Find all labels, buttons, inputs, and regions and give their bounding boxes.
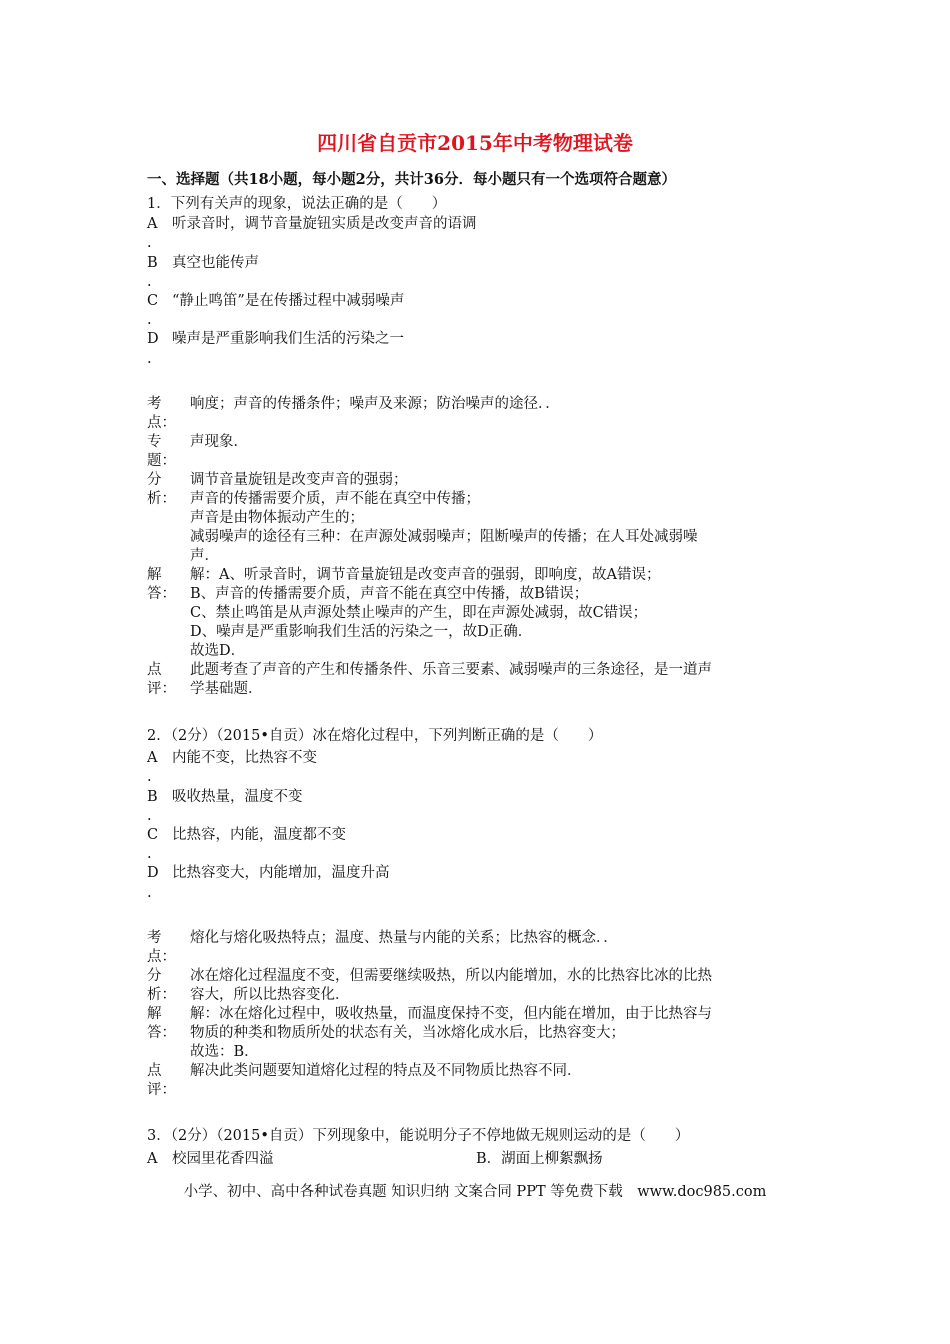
q2-jieda-line-1: 解：冰在熔化过程中，吸收热量，而温度保持不变，但内能在增加，由于比热容与: [190, 1006, 712, 1022]
q2-kaodian-label-1: 考: [147, 930, 162, 946]
q1-dianping-label-2: 评：: [147, 681, 176, 697]
q1-zhuanti-label-2: 题：: [147, 453, 176, 469]
q1-option-d-letter: D: [147, 331, 159, 347]
q2-option-b-letter: B: [147, 789, 158, 805]
q2-jieda-line-2: 物质的种类和物质所处的状态有关，当冰熔化成水后，比热容变大；: [190, 1025, 625, 1041]
q2-option-b-dot: .: [147, 808, 152, 824]
q3-option-a-letter: A: [147, 1151, 158, 1167]
q1-fenxi-line-3: 声音是由物体振动产生的；: [190, 510, 364, 526]
q1-jieda-line-2: B、声音的传播需要介质，声音不能在真空中传播，故B错误；: [190, 586, 589, 602]
q1-option-c: “静止鸣笛”是在传播过程中减弱噪声: [172, 293, 405, 309]
q2-option-a-dot: .: [147, 769, 152, 785]
page-footer: 小学、初中、高中各种试卷真题 知识归纳 文案合同 PPT 等免费下载 www.doc985.com: [183, 1184, 767, 1200]
q2-option-d-letter: D: [147, 865, 159, 881]
q1-jieda-label-1: 解: [147, 567, 162, 583]
q1-fenxi-line-5: 声．: [190, 548, 219, 564]
q1-fenxi-line-4: 减弱噪声的途径有三种：在声源处减弱噪声；阻断噪声的传播；在人耳处减弱噪: [190, 529, 698, 545]
q1-option-d-dot: .: [147, 351, 152, 367]
q2-fenxi-line-1: 冰在熔化过程温度不变，但需要继续吸热，所以内能增加，水的比热容比冰的比热: [190, 968, 712, 984]
q2-dianping: 解决此类问题要知道熔化过程的特点及不同物质比热容不同．: [190, 1063, 582, 1079]
section-heading: 一、选择题（共18小题，每小题2分，共计36分．每小题只有一个选项符合题意）: [147, 171, 676, 188]
q2-stem: 2．（2分）（2015•自贡）冰在熔化过程中，下列判断正确的是（ ）: [147, 728, 603, 744]
q2-option-a: 内能不变，比热容不变: [172, 750, 317, 766]
q2-jieda-label-1: 解: [147, 1006, 162, 1022]
q2-kaodian: 熔化与熔化吸热特点；温度、热量与内能的关系；比热容的概念．．: [190, 930, 618, 946]
q1-jieda-label-2: 答：: [147, 586, 176, 602]
q1-fenxi-line-1: 调节音量旋钮是改变声音的强弱；: [190, 472, 408, 488]
q2-option-b: 吸收热量，温度不变: [172, 789, 303, 805]
q1-option-d: 噪声是严重影响我们生活的污染之一: [172, 331, 404, 347]
q3-option-b: B．湖面上柳絮飘扬: [476, 1151, 603, 1167]
q1-zhuanti-label-1: 专: [147, 434, 162, 450]
q2-option-c: 比热容，内能，温度都不变: [172, 827, 346, 843]
q1-kaodian: 响度；声音的传播条件；噪声及来源；防治噪声的途径．．: [190, 396, 560, 412]
q1-option-c-letter: C: [147, 293, 159, 309]
q1-dianping-line-1: 此题考查了声音的产生和传播条件、乐音三要素、减弱噪声的三条途径，是一道声: [190, 662, 712, 678]
q2-fenxi-line-2: 容大，所以比热容变化．: [190, 987, 350, 1003]
q1-kaodian-label-1: 考: [147, 396, 162, 412]
q2-jieda-label-2: 答：: [147, 1025, 176, 1041]
q1-option-a-letter: A: [147, 216, 158, 232]
q1-fenxi-line-2: 声音的传播需要介质，声不能在真空中传播；: [190, 491, 480, 507]
q1-fenxi-label-2: 析：: [147, 491, 176, 507]
q1-jieda-line-5: 故选D．: [190, 643, 246, 659]
q1-kaodian-label-2: 点：: [147, 415, 176, 431]
q2-kaodian-label-2: 点：: [147, 949, 176, 965]
q1-jieda-line-3: C、禁止鸣笛是从声源处禁止噪声的产生，即在声源处减弱，故C错误；: [190, 605, 648, 621]
q2-dianping-label-2: 评：: [147, 1082, 176, 1098]
q1-option-a: 听录音时，调节音量旋钮实质是改变声音的语调: [172, 216, 477, 232]
q2-option-d-dot: .: [147, 885, 152, 901]
q1-fenxi-label-1: 分: [147, 472, 162, 488]
q1-jieda-line-4: D、噪声是严重影响我们生活的污染之一，故D正确．: [190, 624, 533, 640]
q2-fenxi-label-2: 析：: [147, 987, 176, 1003]
q1-jieda-line-1: 解：A、听录音时，调节音量旋钮是改变声音的强弱，即响度，故A错误；: [190, 567, 661, 583]
q1-dianping-line-2: 学基础题．: [190, 681, 263, 697]
q2-option-d: 比热容变大，内能增加，温度升高: [172, 865, 390, 881]
q1-option-a-dot: .: [147, 235, 152, 251]
q2-jieda-line-3: 故选：B．: [190, 1044, 259, 1060]
q1-option-c-dot: .: [147, 312, 152, 328]
q2-dianping-label-1: 点: [147, 1063, 162, 1079]
q2-option-c-dot: .: [147, 846, 152, 862]
q3-stem: 3．（2分）（2015•自贡）下列现象中，能说明分子不停地做无规则运动的是（ ）: [147, 1128, 690, 1144]
q1-zhuanti: 声现象．: [190, 434, 248, 450]
q2-option-c-letter: C: [147, 827, 159, 843]
q1-option-b-dot: .: [147, 274, 152, 290]
page-title: 四川省自贡市2015年中考物理试卷: [317, 131, 633, 155]
q1-option-b: 真空也能传声: [172, 255, 259, 271]
q1-option-b-letter: B: [147, 255, 158, 271]
q2-option-a-letter: A: [147, 750, 158, 766]
q1-stem: 1．下列有关声的现象，说法正确的是（ ）: [147, 196, 447, 212]
q3-option-a: 校园里花香四溢: [172, 1151, 274, 1167]
q1-dianping-label-1: 点: [147, 662, 162, 678]
q2-fenxi-label-1: 分: [147, 968, 162, 984]
